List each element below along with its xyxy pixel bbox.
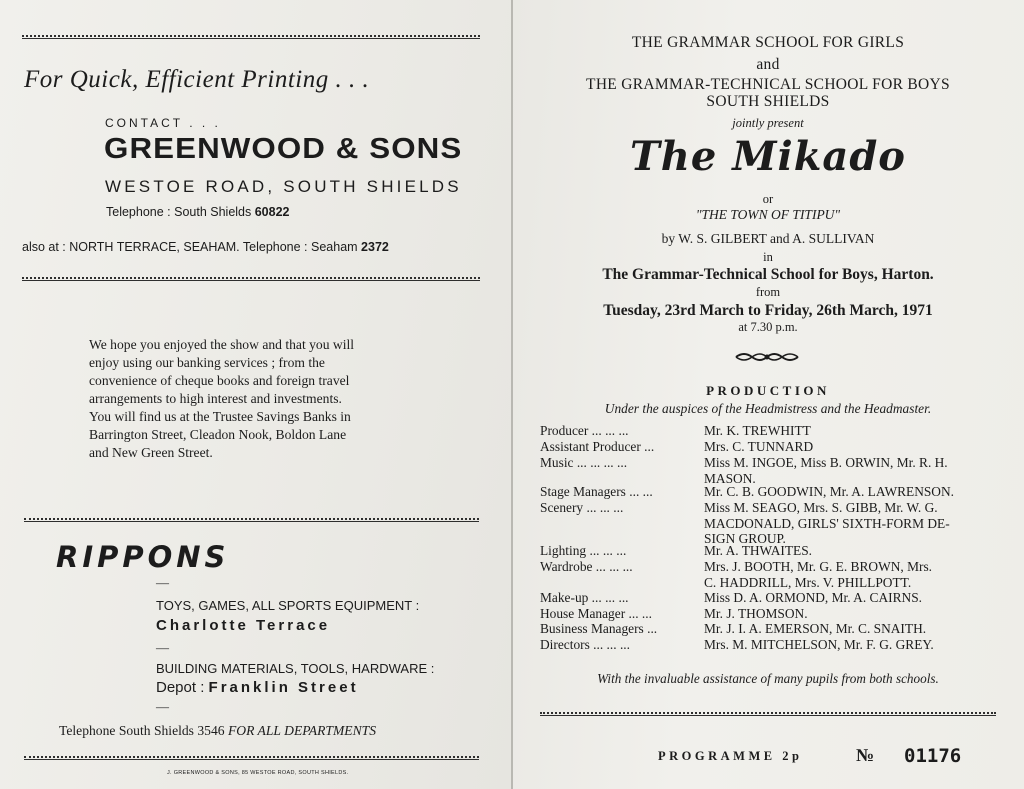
printer-imprint: J. GREENWOOD & SONS, 85 WESTOE ROAD, SOUTH SHIELDS. [167,770,349,776]
credit-names: Miss M. INGOE, Miss B. ORWIN, Mr. R. H. MASON. [704,455,948,486]
programme-label: PROGRAMME 2p [658,749,803,763]
divider-bottom [24,756,479,760]
credit-role: Wardrobe ... ... ... [540,559,633,574]
dash: — [156,575,169,590]
assistance-note: With the invaluable assistance of many pupils from both schools. [597,671,939,686]
credit-names: Mr. J. I. A. EMERSON, Mr. C. SNAITH. [704,621,927,636]
credit-names: Mrs. J. BOOTH, Mr. G. E. BROWN, Mrs. C. HADDRILL, Mrs. V. PHILLPOTT. [704,559,933,590]
company-name: GREENWOOD & SONS [104,133,463,165]
in-text: in [763,250,773,264]
programme-number: 01176 [904,745,962,767]
credit-role: Directors ... ... ... [540,637,630,652]
credit-role: Scenery ... ... ... [540,500,624,515]
credit-names: Miss D. A. ORMOND, Mr. A. CAIRNS. [704,590,923,605]
rippons-name: RIPPONS [56,540,230,574]
credit-role: Business Managers ... [540,621,658,636]
town: SOUTH SHIELDS [706,93,830,110]
divider-bank [24,518,479,522]
dash: — [156,640,169,655]
bank-advert [89,336,417,462]
bank-line: convenience of cheque books and foreign travel [89,373,350,388]
play-subtitle: "THE TOWN OF TITIPU" [695,207,841,222]
from-text: from [755,285,781,299]
ornament-icon [734,351,800,363]
rippons-toys: TOYS, GAMES, ALL SPORTS EQUIPMENT : [156,598,420,613]
bank-line: We hope you enjoyed the show and that you will [89,337,355,352]
number-symbol: № [856,745,875,765]
and-text: and [756,56,780,73]
credit-role: Make-up ... ... ... [540,590,629,605]
rippons-depot: Depot : Franklin Street [156,679,359,696]
school-girls: THE GRAMMAR SCHOOL FOR GIRLS [631,34,905,51]
rippons-toys-location: Charlotte Terrace [156,617,331,634]
dates: Tuesday, 23rd March to Friday, 26th March, 1971 [603,302,933,319]
credit-role: Stage Managers ... ... [540,484,653,499]
credit-names: Mr. K. TREWHITT [704,423,811,438]
bank-line: Barrington Street, Cleadon Nook, Boldon Lane [89,427,347,442]
play-title: The Mikado [630,133,906,180]
dash: — [156,699,169,714]
school-boys: THE GRAMMAR-TECHNICAL SCHOOL FOR BOYS [586,76,950,93]
divider-programme [540,712,996,716]
printer-headline: For Quick, Efficient Printing . . . [24,66,370,93]
company-address: WESTOE ROAD, SOUTH SHIELDS [105,177,462,196]
bank-line: and New Green Street. [89,445,213,460]
credit-names: Mr. C. B. GOODWIN, Mr. A. LAWRENSON. [704,484,954,499]
credit-role: Producer ... ... ... [540,423,629,438]
credit-role: House Manager ... ... [540,606,652,621]
credit-role: Assistant Producer ... [540,439,655,454]
contact-label: CONTACT . . . [105,116,221,130]
bank-line: You will find us at the Trustee Savings Banks in [89,409,351,424]
credit-names: Mrs. M. MITCHELSON, Mr. F. G. GREY. [704,637,934,652]
production-heading: PRODUCTION [706,383,830,398]
divider-top [22,35,480,39]
company-also-at: also at : NORTH TERRACE, SEAHAM. Telephone : Seaham 2372 [22,240,389,254]
rippons-telephone: Telephone South Shields 3546 FOR ALL DEPARTMENTS [59,723,377,738]
divider-printer [22,277,480,281]
credit-names: Miss M. SEAGO, Mrs. S. GIBB, Mr. W. G. MACDONALD, GIRLS' SIXTH-FORM DE- SIGN GROUP. [704,500,950,546]
credit-role: Lighting ... ... ... [540,543,627,558]
credit-role: Music ... ... ... ... [540,455,628,470]
auspices: Under the auspices of the Headmistress and the Headmaster. [604,401,932,416]
or-text: or [762,192,774,206]
bank-line: arrangements to high interest and investments. [89,391,342,406]
page-fold [511,0,513,789]
venue: The Grammar-Technical School for Boys, Harton. [602,266,934,283]
bank-line: enjoy using our banking services ; from the [89,355,325,370]
credit-names: Mr. J. THOMSON. [704,606,808,621]
credit-names: Mrs. C. TUNNARD [704,439,814,454]
company-telephone: Telephone : South Shields 60822 [106,205,290,219]
authors: by W. S. GILBERT and A. SULLIVAN [661,231,875,246]
time: at 7.30 p.m. [738,320,798,334]
credit-names: Mr. A. THWAITES. [704,543,812,558]
rippons-building: BUILDING MATERIALS, TOOLS, HARDWARE : [156,661,435,676]
jointly-present: jointly present [732,116,804,130]
